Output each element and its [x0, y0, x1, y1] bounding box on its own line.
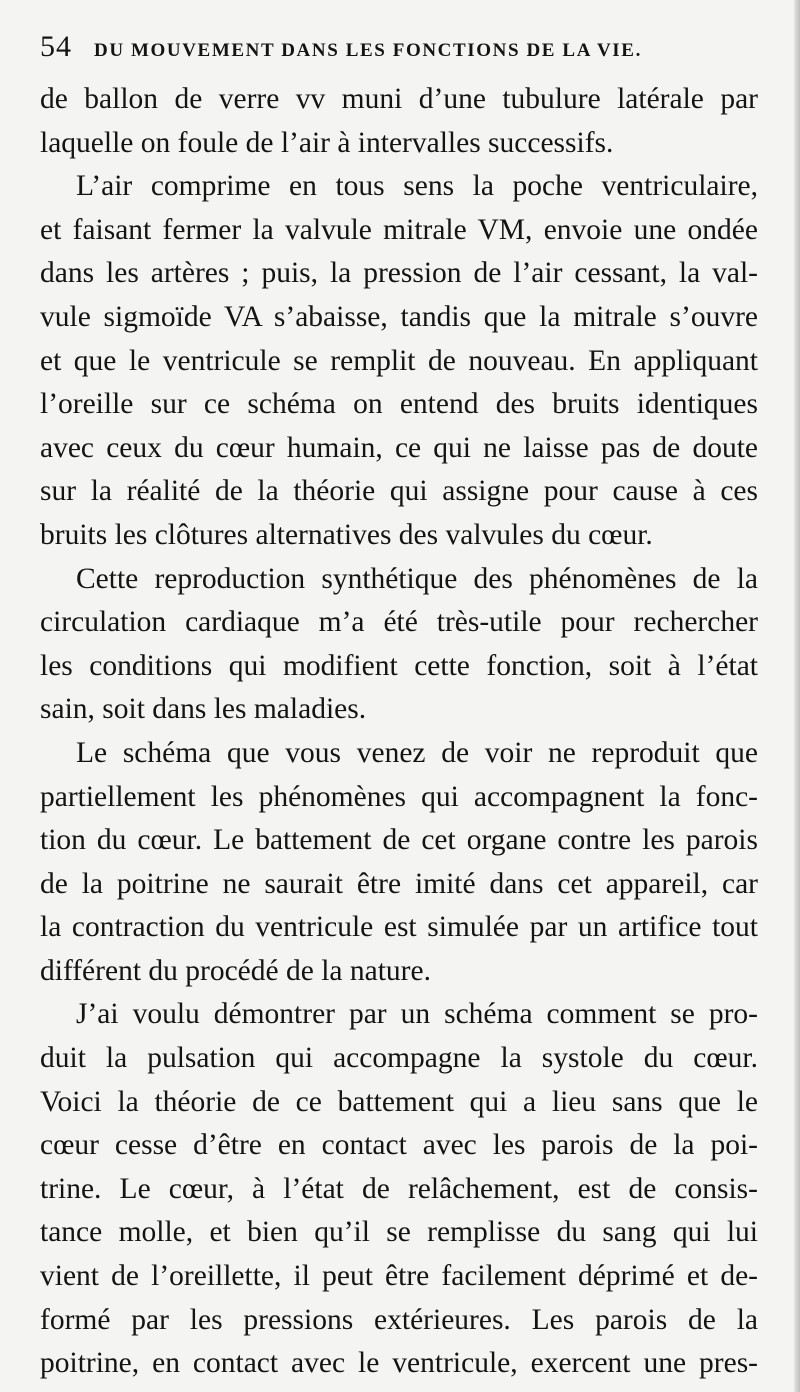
text-line: tion du cœur. Le battement de cet organe contre les parois: [40, 824, 758, 857]
text-line: circulation cardiaque m’a été très-utile pour rechercher: [40, 606, 758, 639]
text-line: L’air comprime en tous sens la poche ventriculaire,: [76, 170, 758, 203]
text-line: dans les artères ; puis, la pression de l’air cessant, la val-: [40, 257, 758, 290]
text-line: cœur cesse d’être en contact avec les parois de la poi-: [40, 1129, 758, 1162]
text-line: différent du procédé de la nature.: [40, 954, 431, 987]
text-line: vient de l’oreillette, il peut être facilement déprimé et de-: [40, 1260, 758, 1293]
text-line: et faisant fermer la valvule mitrale VM, envoie une ondée: [40, 213, 758, 246]
text-line: J’ai voulu démontrer par un schéma comment se pro-: [76, 998, 758, 1031]
text-line: sain, soit dans les maladies.: [40, 693, 367, 726]
body-text: [40, 78, 758, 1386]
text-line: les conditions qui modifient cette fonction, soit à l’état: [40, 649, 758, 682]
text-line: l’oreille sur ce schéma on entend des bruits identiques: [40, 388, 758, 421]
text-line: Cette reproduction synthétique des phénomènes de la: [76, 562, 758, 595]
text-line: de ballon de verre vv muni d’une tubulure latérale par: [40, 83, 758, 115]
text-line: et que le ventricule se remplit de nouveau. En appliquant: [40, 344, 758, 377]
text-line: trine. Le cœur, à l’état de relâchement, est de consis-: [40, 1172, 758, 1205]
text-line: laquelle on foule de l’air à intervalles successifs.: [40, 126, 614, 159]
text-line: duit la pulsation qui accompagne la systole du cœur.: [40, 1042, 758, 1075]
page-number: 54: [40, 30, 72, 63]
text-line: vule sigmoïde VA s’abaisse, tandis que la mitrale s’ouvre: [40, 300, 758, 333]
text-line: partiellement les phénomènes qui accompagnent la fonc-: [40, 780, 758, 813]
text-line: la contraction du ventricule est simulée par un artifice tout: [40, 911, 758, 944]
running-head: [40, 30, 758, 78]
text-line: Le schéma que vous venez de voir ne reproduit que: [76, 736, 758, 769]
text-line: tance molle, et bien qu’il se remplisse du sang qui lui: [40, 1216, 758, 1249]
text-line: avec ceux du cœur humain, ce qui ne laisse pas de doute: [40, 431, 758, 464]
page-edge-shadow: [794, 0, 800, 1392]
running-title: DU MOUVEMENT DANS LES FONCTIONS DE LA VIE.: [94, 40, 642, 61]
text-line: formé par les pressions extérieures. Les parois de la: [40, 1303, 758, 1336]
text-line: Voici la théorie de ce battement qui a lieu sans que le: [40, 1085, 758, 1118]
text-line: poitrine, en contact avec le ventricule, exercent une pres-: [40, 1347, 758, 1380]
text-line: bruits les clôtures alternatives des valvules du cœur.: [40, 518, 653, 551]
text-line: de la poitrine ne saurait être imité dans cet appareil, car: [40, 867, 758, 900]
text-line: sur la réalité de la théorie qui assigne pour cause à ces: [40, 475, 758, 508]
